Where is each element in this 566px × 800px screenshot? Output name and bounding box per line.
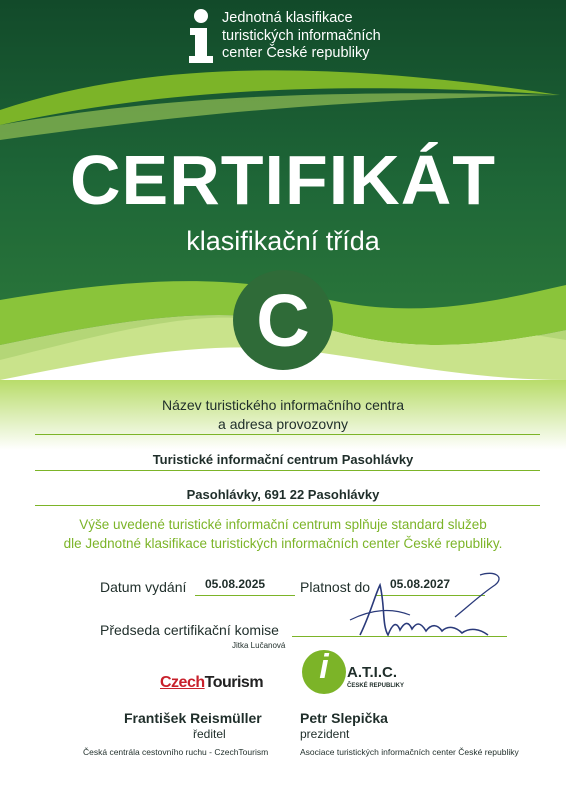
atic-info-icon: i [319, 648, 329, 686]
signatory-left-name: František Reismüller [124, 710, 262, 726]
class-letter: C [256, 279, 310, 362]
statement-line-1: Výše uvedené turistické informační centrum splňuje standard služeb [79, 517, 487, 532]
signatory-right-org: Asociace turistických informačních center České republiky [300, 747, 519, 757]
header-line-3: center České republiky [222, 45, 370, 61]
statement-line-2: dle Jednotné klasifikace turistických informačních center České republiky. [63, 536, 503, 551]
validity-date-value: 05.08.2027 [390, 577, 451, 591]
signatory-right-role: prezident [300, 727, 350, 741]
certificate-subtitle: klasifikační třída [186, 226, 380, 256]
czechtourism-logo [160, 674, 263, 692]
divider-line [35, 434, 540, 435]
atic-logo-name: A.T.I.C. [347, 664, 398, 681]
signatory-left-role: ředitel [193, 727, 226, 741]
center-label-line2: a adresa provozovny [218, 416, 348, 432]
signatory-left-org: Česká centrála cestovního ruchu - CzechTourism [83, 747, 269, 757]
center-label-line1: Název turistického informačního centra [162, 397, 404, 413]
center-name: Turistické informační centrum Pasohlávky [152, 452, 414, 467]
divider-line [35, 505, 540, 506]
chair-name: Jitka Lučanová [232, 641, 286, 650]
header-line-1: Jednotná klasifikace [222, 10, 353, 26]
divider-line [195, 595, 295, 596]
center-address: Pasohlávky, 691 22 Pasohlávky [186, 487, 380, 502]
certificate-title: CERTIFIKÁT [69, 141, 497, 219]
atic-logo-subtitle: ČESKÉ REPUBLIKY [347, 683, 405, 689]
divider-line [35, 470, 540, 471]
signatory-right-name: Petr Slepička [300, 710, 388, 726]
chair-label: Předseda certifikační komise [100, 622, 279, 638]
header-line-2: turistických informačních [222, 27, 381, 44]
czechtourism-logo-part1: Czech [160, 674, 205, 691]
validity-label: Platnost do [300, 579, 371, 595]
issue-date-value: 05.08.2025 [205, 577, 266, 591]
info-icon [186, 8, 216, 64]
issue-date-label: Datum vydání [100, 579, 187, 595]
czechtourism-logo-part2: Tourism [204, 674, 264, 691]
signature [330, 565, 515, 650]
header-organization [222, 10, 381, 63]
